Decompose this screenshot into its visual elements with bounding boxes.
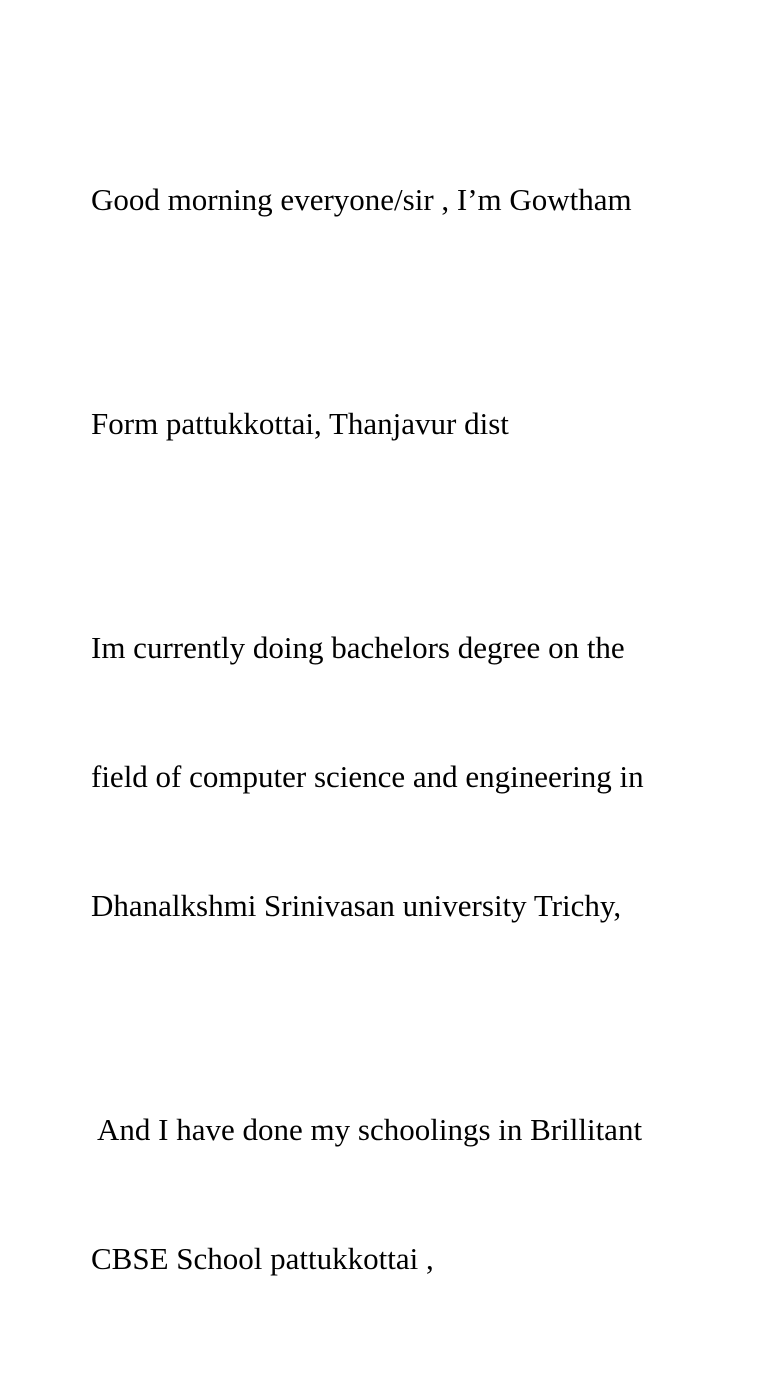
- text-line: And I have done my schoolings in Brillitant: [91, 1112, 643, 1147]
- education-paragraph: [91, 540, 691, 1013]
- text-line: Good morning everyone/sir , I’m Gowtham: [91, 182, 632, 217]
- text-line: CBSE School pattukkottai ,: [91, 1241, 434, 1276]
- text-line: field of computer science and engineering in: [91, 759, 644, 794]
- text-line: Form pattukkottai, Thanjavur dist: [91, 406, 509, 441]
- hometown-paragraph: [91, 316, 691, 531]
- document-body: [91, 92, 691, 1375]
- text-line: Im currently doing bachelors degree on the: [91, 630, 625, 665]
- greeting-paragraph: [91, 92, 691, 307]
- text-line: Dhanalkshmi Srinivasan university Trichy,: [91, 888, 622, 923]
- schooling-paragraph: [91, 1022, 691, 1366]
